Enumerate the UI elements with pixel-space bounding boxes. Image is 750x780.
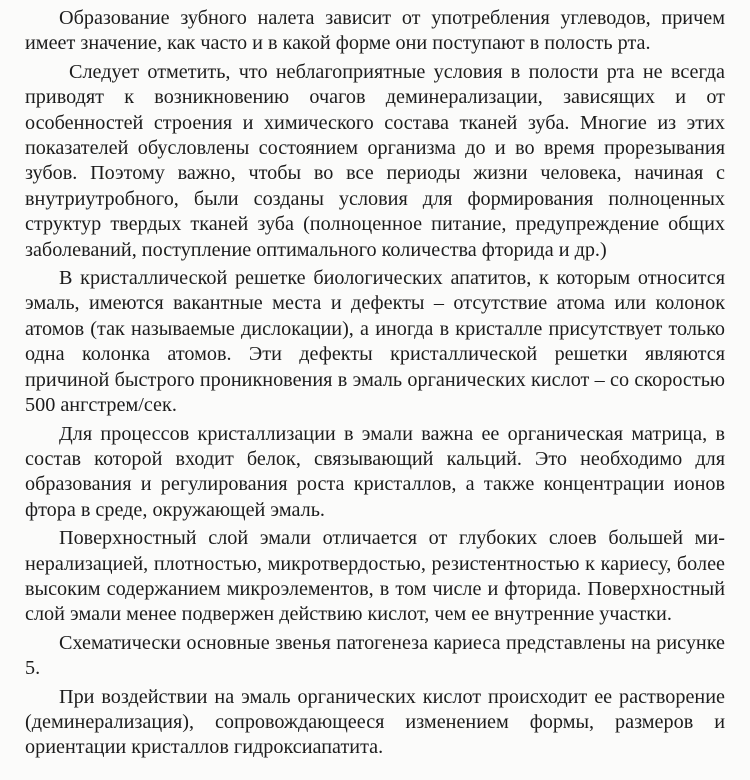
paragraph-2: Следует отметить, что неблагоприятные условия в полости рта не всегда приводят к возникновению очагов деминерализации, зависящих и от особенностей строения и химического состава тканей зуба. Многие из этих показателей обусловлены состоянием организма до и во время прорезывания зубов. Поэтому важно, чтобы во все периоды жизни человека, начиная с внутриутробного, были созданы условия для формирования полноценных структур твердых тканей зуба (полноценное питание, предупреждение общих заболеваний, поступление оптимального количества фторида и др.) — [25, 60, 725, 261]
document-page — [25, 6, 725, 764]
paragraph-3: В кристаллической решетке биологических апатитов, к которым относится эмаль, имеются вакантные места и дефекты – отсутствие атома или колонок атомов (так называемые дислокации), а иногда в кристалле присутствует только одна колонка атомов. Эти дефекты кристаллической решетки являются причиной быстрого проникновения в эмаль органических кислот – со скоростью 500 ангстрем/сек. — [25, 267, 725, 417]
paragraph-1: Образование зубного налета зависит от употребления углеводов, причем имеет значение, как часто и в какой форме они поступают в полость рта. — [25, 7, 725, 55]
paragraph-7: При воздействии на эмаль органических кислот происходит ее растворение (деминерализация), сопровождающееся изменением формы, размеров и ориентации кристаллов гидроксиапатита. — [25, 685, 725, 759]
paragraph-4: Для процессов кристаллизации в эмали важна ее органическая матрица, в состав которой входит белок, связывающий кальций. Это необходимо для образования и регулирования роста кристаллов, а также концентрации ионов фтора в среде, окружающей эмаль. — [25, 422, 725, 521]
paragraph-6: Схематически основные звенья патогенеза кариеса представлены на рисунке 5. — [25, 631, 725, 680]
paragraph-5: Поверхностный слой эмали отличается от глубоких слоев большей минерализацией, плотностью, микротвердостью, резистентностью к кариесу, более высоким содержанием микроэлементов, в том числе и фторида. Поверхностный слой эмали менее подвержен действию кислот, чем ее внутренние участки. — [25, 527, 725, 626]
